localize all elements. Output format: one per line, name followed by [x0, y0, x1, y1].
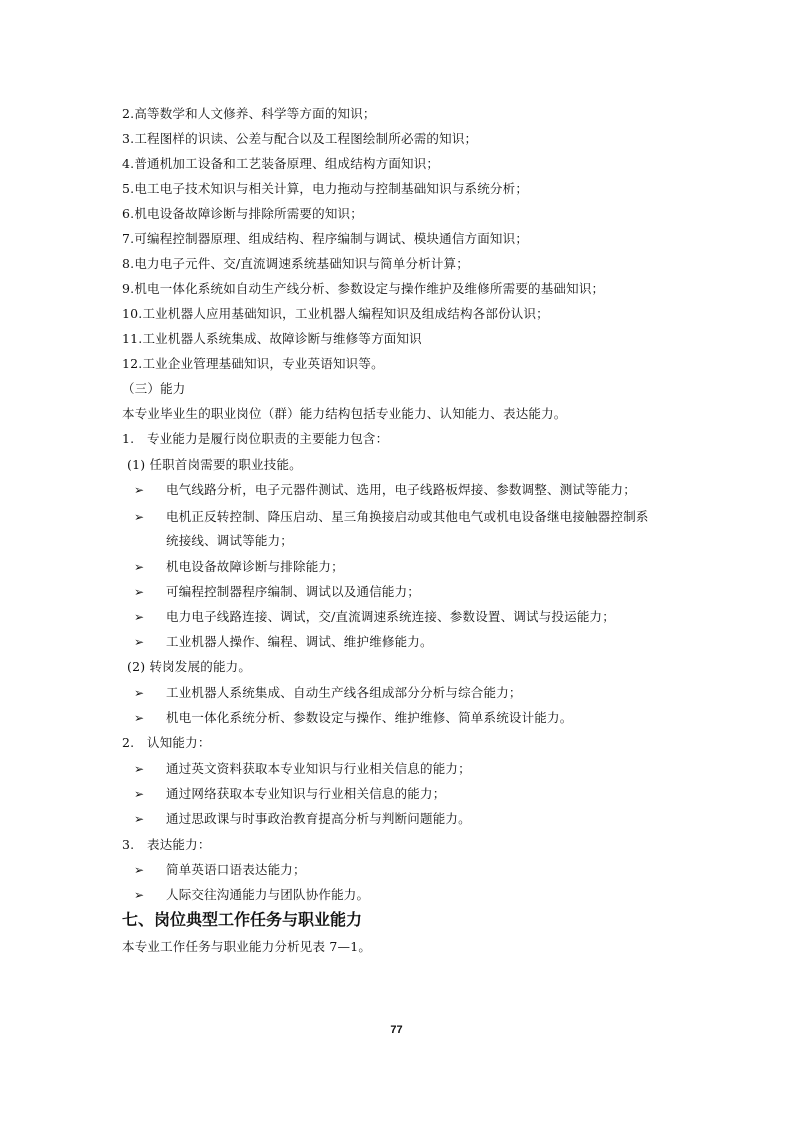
list-item — [0, 860, 793, 880]
list-item — [0, 809, 793, 829]
list-item-continuation — [0, 531, 793, 551]
list-item — [0, 784, 793, 804]
ability-section-title: （三）能力 — [122, 381, 186, 396]
knowledge-item: 12.工业企业管理基础知识，专业英语知识等。 — [122, 356, 384, 371]
knowledge-item: 6.机电设备故障诊断与排除所需要的知识； — [122, 206, 363, 221]
arrow-bullet-icon: ➢ — [134, 888, 145, 902]
expression-ability-title: 3. 表达能力： — [122, 837, 211, 852]
knowledge-item: 7.可编程控制器原理、组成结构、程序编制与调试、模块通信方面知识； — [122, 231, 529, 246]
arrow-bullet-icon: ➢ — [134, 787, 145, 801]
cognitive-ability-title: 2. 认知能力： — [122, 735, 211, 750]
list-item-text: 通过英文资料获取本专业知识与行业相关信息的能力； — [166, 761, 471, 776]
list-item-text: 电机正反转控制、降压启动、星三角换接启动或其他电气或机电设备继电接触器控制系 — [166, 509, 649, 524]
list-item — [0, 557, 793, 577]
list-item-text: 人际交往沟通能力与团队协作能力。 — [166, 887, 370, 902]
list-item-text: 工业机器人操作、编程、调试、维护维修能力。 — [166, 634, 433, 649]
arrow-bullet-icon: ➢ — [134, 585, 145, 599]
arrow-bullet-icon: ➢ — [134, 483, 145, 497]
knowledge-item: 10.工业机器人应用基础知识，工业机器人编程知识及组成结构各部份认识； — [122, 306, 549, 321]
list-item-text: 通过网络获取本专业知识与行业相关信息的能力； — [166, 786, 446, 801]
arrow-bullet-icon: ➢ — [134, 812, 145, 826]
arrow-bullet-icon: ➢ — [134, 510, 145, 524]
list-item — [0, 507, 793, 527]
knowledge-item: 3.工程图样的识读、公差与配合以及工程图绘制所必需的知识； — [122, 131, 478, 146]
page-number: 77 — [390, 1024, 403, 1036]
list-item — [0, 759, 793, 779]
list-item-text: 机电一体化系统分析、参数设定与操作、维护维修、简单系统设计能力。 — [166, 710, 573, 725]
knowledge-item: 8.电力电子元件、交/直流调速系统基础知识与简单分析计算； — [122, 256, 469, 271]
section-heading: 七、岗位典型工作任务与职业能力 — [122, 910, 363, 929]
list-item-text: 简单英语口语表达能力； — [166, 862, 306, 877]
list-item — [0, 683, 793, 703]
list-item — [0, 632, 793, 652]
list-item — [0, 582, 793, 602]
list-item — [0, 480, 793, 500]
section-text: 本专业工作任务与职业能力分析见表 7—1。 — [122, 939, 372, 954]
knowledge-item: 11.工业机器人系统集成、故障诊断与维修等方面知识 — [122, 331, 422, 346]
arrow-bullet-icon: ➢ — [134, 610, 145, 624]
list-item-text: 工业机器人系统集成、自动生产线各组成部分分析与综合能力； — [166, 685, 522, 700]
arrow-bullet-icon: ➢ — [134, 560, 145, 574]
list-item — [0, 885, 793, 905]
arrow-bullet-icon: ➢ — [134, 635, 145, 649]
professional-ability-title: 1. 专业能力是履行岗位职责的主要能力包含： — [122, 431, 389, 446]
list-item-text: 电力电子线路连接、调试，交/直流调速系统连接、参数设置、调试与投运能力； — [166, 609, 615, 624]
arrow-bullet-icon: ➢ — [134, 762, 145, 776]
first-job-skills-title: (1) 任职首岗需要的职业技能。 — [127, 457, 302, 472]
arrow-bullet-icon: ➢ — [134, 863, 145, 877]
knowledge-item: 5.电工电子技术知识与相关计算，电力拖动与控制基础知识与系统分析； — [122, 181, 529, 196]
arrow-bullet-icon: ➢ — [134, 686, 145, 700]
list-item-text: 机电设备故障诊断与排除能力； — [166, 559, 344, 574]
list-item-text: 统接线、调试等能力； — [166, 533, 294, 548]
arrow-bullet-icon: ➢ — [134, 711, 145, 725]
knowledge-item: 2.高等数学和人文修养、科学等方面的知识； — [122, 106, 376, 121]
list-item-text: 可编程控制器程序编制、调试以及通信能力； — [166, 584, 421, 599]
list-item — [0, 708, 793, 728]
list-item-text: 电气线路分析，电子元器件测试、选用，电子线路板焊接、参数调整、测试等能力； — [166, 482, 636, 497]
list-item — [0, 607, 793, 627]
knowledge-item: 4.普通机加工设备和工艺装备原理、组成结构方面知识； — [122, 156, 440, 171]
list-item-text: 通过思政课与时事政治教育提高分析与判断问题能力。 — [166, 811, 471, 826]
ability-intro: 本专业毕业生的职业岗位（群）能力结构包括专业能力、认知能力、表达能力。 — [122, 406, 567, 421]
knowledge-item: 9.机电一体化系统如自动生产线分析、参数设定与操作维护及维修所需要的基础知识； — [122, 281, 605, 296]
career-development-title: (2) 转岗发展的能力。 — [127, 659, 252, 674]
